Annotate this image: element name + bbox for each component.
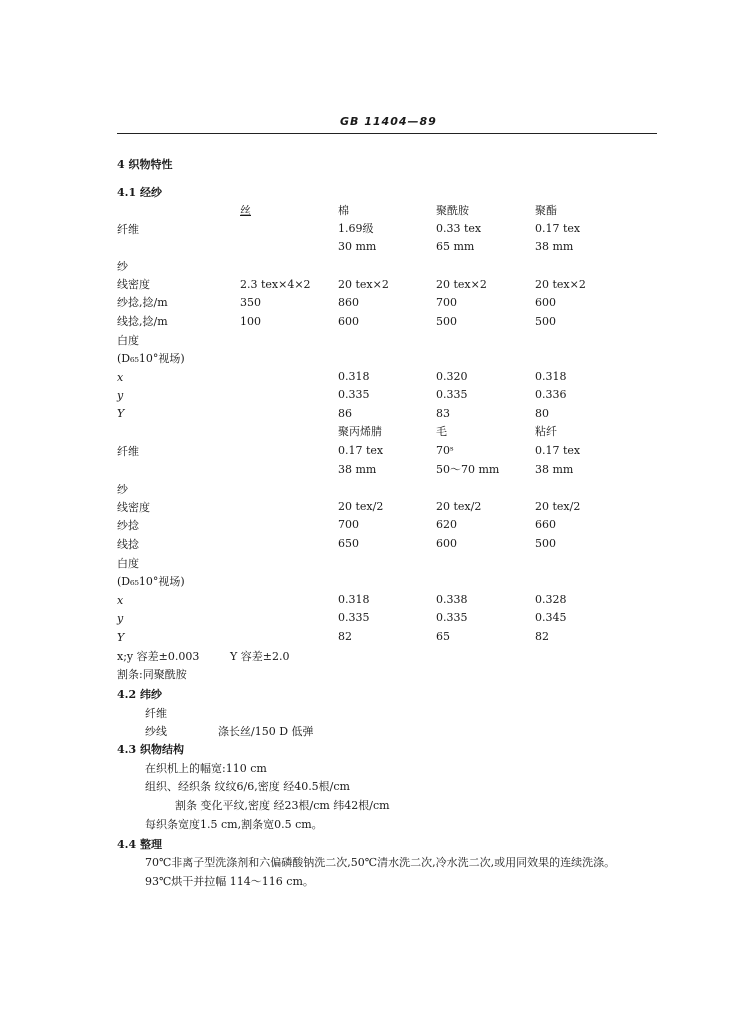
cell: 65 <box>436 630 450 643</box>
weft-yarn-label: 纱线 <box>145 725 167 738</box>
cell: 82 <box>535 630 549 643</box>
row-label-twist: 纱捻,捻/m <box>117 296 168 309</box>
col-polyester: 聚酯 <box>535 204 557 217</box>
row-label-density: 线密度 <box>117 501 150 514</box>
row-label-fiber: 纤维 <box>117 445 139 458</box>
section-4-4-title: 4.4 整理 <box>117 838 162 851</box>
col-acrylic: 聚丙烯腈 <box>338 425 382 438</box>
row-label-whiteness-sub: (D₆₅10°视场) <box>117 352 185 365</box>
cell: 500 <box>436 315 457 328</box>
cell: 650 <box>338 537 359 550</box>
weft-yarn-value: 涤长丝/150 D 低弹 <box>218 725 314 738</box>
section-4-title: 4 织物特性 <box>117 158 173 171</box>
weave-line-2: 割条 变化平纹,密度 经23根/cm 纬42根/cm <box>175 799 390 812</box>
cell: 20 tex/2 <box>338 500 384 513</box>
finishing-line-1: 70℃非离子型洗涤剂和六偏磷酸钠洗二次,50℃清水洗二次,冷水洗二次,或用同效果的连续洗涤。 <box>145 856 616 869</box>
cell: 20 tex/2 <box>436 500 482 513</box>
weft-fiber-label: 纤维 <box>145 707 167 720</box>
cell: 80 <box>535 407 549 420</box>
row-label-Y: Y <box>117 407 125 420</box>
cell: 20 tex×2 <box>535 278 586 291</box>
cell: 70ˢ <box>436 444 454 457</box>
row-label-ply: 线捻 <box>117 538 139 551</box>
cell: 0.318 <box>535 370 567 383</box>
section-4-2-title: 4.2 纬纱 <box>117 688 162 701</box>
cell: 82 <box>338 630 352 643</box>
cell: 0.335 <box>338 611 370 624</box>
finishing-line-2: 93℃烘干并拉幅 114～116 cm。 <box>145 875 314 888</box>
cell: 620 <box>436 518 457 531</box>
row-label-Y: Y <box>117 631 125 644</box>
cell: 0.320 <box>436 370 468 383</box>
weave-line-1: 组织、经织条 纹纹6/6,密度 经40.5根/cm <box>145 780 350 793</box>
strip-width: 每织条宽度1.5 cm,割条宽0.5 cm。 <box>145 818 323 831</box>
cell: 860 <box>338 296 359 309</box>
cell: 100 <box>240 315 261 328</box>
row-label-x: x <box>117 371 124 384</box>
col-polyamide: 聚酰胺 <box>436 204 469 217</box>
cell: 600 <box>535 296 556 309</box>
cell: 0.335 <box>436 611 468 624</box>
row-label-ply: 线捻,捻/m <box>117 315 168 328</box>
cell: 0.335 <box>338 388 370 401</box>
cell: 30 mm <box>338 240 377 253</box>
standard-number: GB 11404—89 <box>340 115 437 128</box>
cut-strip-note: 割条:同聚酰胺 <box>117 668 187 681</box>
cell: 350 <box>240 296 261 309</box>
cell: 86 <box>338 407 352 420</box>
cell: 0.318 <box>338 593 370 606</box>
cell: 700 <box>338 518 359 531</box>
row-label-whiteness: 白度 <box>117 334 139 347</box>
cell: 0.17 tex <box>338 444 384 457</box>
section-4-1-title: 4.1 经纱 <box>117 186 162 199</box>
cell: 0.17 tex <box>535 222 581 235</box>
cell: 500 <box>535 537 556 550</box>
col-cotton: 棉 <box>338 204 349 217</box>
cell: 0.318 <box>338 370 370 383</box>
col-wool: 毛 <box>436 425 447 438</box>
row-label-twist: 纱捻 <box>117 519 139 532</box>
cell: 38 mm <box>535 240 574 253</box>
cell: 0.336 <box>535 388 567 401</box>
row-label-yarn: 纱 <box>117 260 128 273</box>
cell: 38 mm <box>535 463 574 476</box>
cell: 0.17 tex <box>535 444 581 457</box>
header-rule <box>117 133 657 134</box>
loom-width: 在织机上的幅宽:110 cm <box>145 762 267 775</box>
cell: 0.338 <box>436 593 468 606</box>
cell: 0.345 <box>535 611 567 624</box>
cell: 1.69级 <box>338 222 374 235</box>
row-label-y: y <box>117 612 124 625</box>
cell: 65 mm <box>436 240 475 253</box>
col-silk: 丝 <box>240 204 251 217</box>
cell: 0.328 <box>535 593 567 606</box>
row-label-yarn: 纱 <box>117 483 128 496</box>
cell: 660 <box>535 518 556 531</box>
cell: 20 tex×2 <box>338 278 389 291</box>
cell: 20 tex/2 <box>535 500 581 513</box>
cell: 600 <box>338 315 359 328</box>
cell: 20 tex×2 <box>436 278 487 291</box>
cell: 600 <box>436 537 457 550</box>
row-label-whiteness: 白度 <box>117 557 139 570</box>
row-label-whiteness-sub: (D₆₅10°视场) <box>117 575 185 588</box>
cell: 700 <box>436 296 457 309</box>
cell: 500 <box>535 315 556 328</box>
row-label-density: 线密度 <box>117 278 150 291</box>
cell: 2.3 tex×4×2 <box>240 278 311 291</box>
cell: 0.335 <box>436 388 468 401</box>
cell: 50～70 mm <box>436 463 500 476</box>
row-label-y: y <box>117 389 124 402</box>
section-4-3-title: 4.3 织物结构 <box>117 743 184 756</box>
row-label-fiber: 纤维 <box>117 223 139 236</box>
tolerance-xy: x;y 容差±0.003 <box>117 650 200 663</box>
cell: 38 mm <box>338 463 377 476</box>
row-label-x: x <box>117 594 124 607</box>
cell: 0.33 tex <box>436 222 482 235</box>
tolerance-Y: Y 容差±2.0 <box>230 650 290 663</box>
col-viscose: 粘纤 <box>535 425 557 438</box>
cell: 83 <box>436 407 450 420</box>
